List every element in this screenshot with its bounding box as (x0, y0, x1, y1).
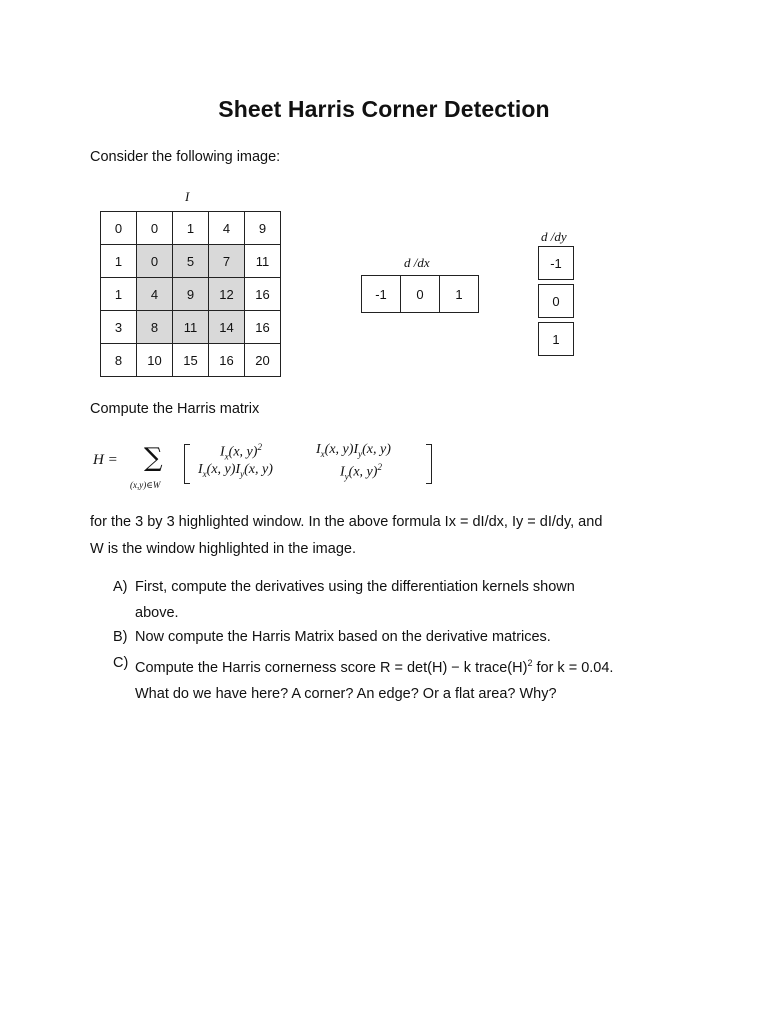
dx-kernel-cell: 1 (440, 276, 479, 313)
image-matrix-cell: 4 (209, 212, 245, 245)
dx-kernel-cell: 0 (401, 276, 440, 313)
dy-kernel-label: d /dy (541, 229, 567, 244)
question-b-line-1: Now compute the Harris Matrix based on the derivative matrices. (135, 629, 551, 645)
image-matrix-cell: 8 (137, 311, 173, 344)
harris-formula (90, 438, 450, 498)
question-marker: C) (113, 655, 129, 671)
image-matrix-cell: 15 (173, 344, 209, 377)
matrix-entry-21: $I_x(x$, $y)I_y(x$, y) (198, 462, 273, 479)
image-matrix-cell: 10 (137, 344, 173, 377)
question-list (90, 574, 710, 707)
image-matrix-row (101, 245, 281, 278)
sum-subscript: (x,y)∈W (130, 480, 161, 490)
image-matrix-row (101, 311, 281, 344)
image-matrix-cell: 0 (101, 212, 137, 245)
image-matrix-cell: 7 (209, 245, 245, 278)
page-title: Sheet Harris Corner Detection (218, 96, 550, 122)
dx-kernel-label: d /dx (404, 255, 430, 270)
question-c-line-1: Compute the Harris cornerness score R = det(H) − k $trace(H)^2$ for k = 0.04. (135, 658, 614, 676)
question-b (90, 624, 710, 650)
matrix-entry-12: $I_x(x$, $y)I_y(x$, y) (316, 442, 391, 459)
image-matrix-cell: 16 (245, 311, 281, 344)
image-matrix-cell: 1 (173, 212, 209, 245)
image-matrix-cell: 14 (209, 311, 245, 344)
image-matrix-cell: 0 (137, 212, 173, 245)
image-matrix-cell: 16 (245, 278, 281, 311)
image-matrix-cell: 9 (245, 212, 281, 245)
dx-kernel (361, 275, 479, 313)
image-matrix-cell: 1 (101, 278, 137, 311)
right-bracket (426, 444, 432, 484)
image-label: I (185, 189, 190, 204)
question-c-line-2: What do we have here? A corner? An edge? Or a flat area? Why? (135, 685, 557, 702)
left-bracket (184, 444, 190, 484)
image-matrix (100, 211, 281, 377)
intro-text: Consider the following image: (90, 149, 281, 165)
image-matrix-row (101, 344, 281, 377)
question-c (90, 650, 710, 707)
window-text-line-1: for the 3 by 3 highlighted window. In the above formula Ix = dI/dx, Iy = dI/dy, and (90, 514, 603, 530)
image-matrix-row (101, 278, 281, 311)
question-marker: A) (113, 579, 128, 595)
question-a-line-1: First, compute the derivatives using the differentiation kernels shown (135, 579, 575, 595)
image-matrix-cell: 0 (137, 245, 173, 278)
compute-text: Compute the Harris matrix (90, 401, 260, 417)
dy-kernel-cell: 1 (538, 322, 574, 356)
image-matrix-cell: 8 (101, 344, 137, 377)
matrix-entry-11: $I_x(x$, y)$^2$ (220, 442, 262, 462)
image-matrix-cell: 4 (137, 278, 173, 311)
question-a-line-2: above. (135, 605, 179, 621)
image-matrix-row (101, 212, 281, 245)
dx-kernel-cell: -1 (362, 276, 401, 313)
image-matrix-cell: 20 (245, 344, 281, 377)
question-marker: B) (113, 629, 128, 645)
matrix-entry-22: $I_y(x$, y)$^2$ (340, 462, 382, 482)
image-matrix-cell: 5 (173, 245, 209, 278)
window-text-line-2: W is the window highlighted in the image. (90, 541, 356, 557)
image-matrix-cell: 12 (209, 278, 245, 311)
question-a (90, 574, 710, 626)
image-matrix-cell: 16 (209, 344, 245, 377)
image-matrix-cell: 1 (101, 245, 137, 278)
image-matrix-cell: 9 (173, 278, 209, 311)
formula-lhs: H = (93, 452, 118, 468)
image-matrix-cell: 11 (173, 311, 209, 344)
image-matrix-cell: 11 (245, 245, 281, 278)
sum-symbol: ∑ (144, 443, 163, 473)
dy-kernel-cell: 0 (538, 284, 574, 318)
dy-kernel-cell: -1 (538, 246, 574, 280)
image-matrix-cell: 3 (101, 311, 137, 344)
